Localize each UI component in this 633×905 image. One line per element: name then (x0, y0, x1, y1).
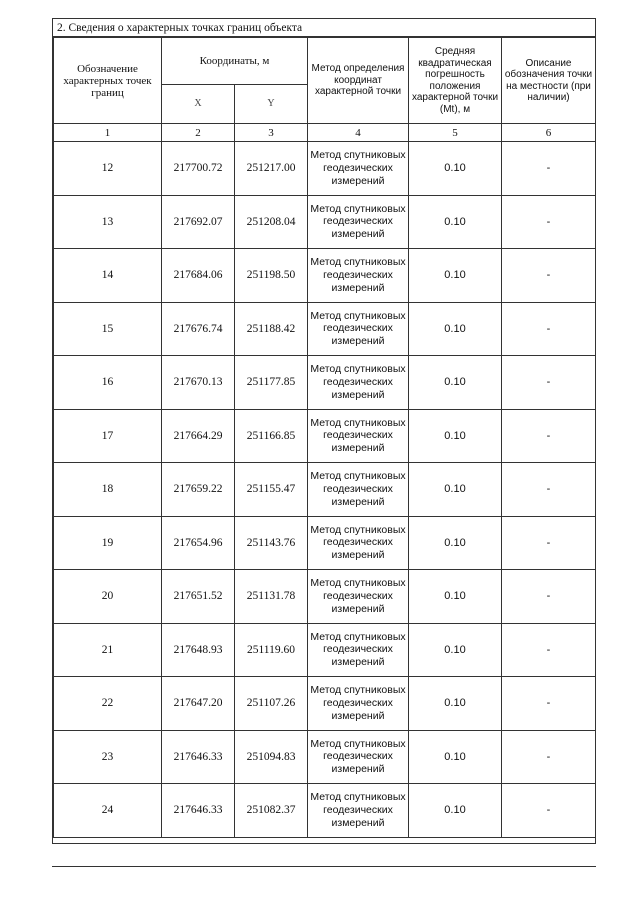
cell-y: 251131.78 (235, 570, 308, 624)
cell-y: 251094.83 (235, 730, 308, 784)
table-row (54, 730, 596, 784)
cell-description: - (502, 784, 596, 838)
table-body (54, 142, 596, 838)
cell-description: - (502, 195, 596, 249)
table-row (54, 784, 596, 838)
header-description: Описание обозначения точки на местности (при наличии) (502, 38, 596, 124)
cell-error: 0.10 (409, 356, 502, 410)
header-point-designation: Обозначение характерных точек границ (54, 38, 162, 124)
cell-point: 24 (54, 784, 162, 838)
column-number: 6 (502, 124, 596, 142)
cell-y: 251217.00 (235, 142, 308, 196)
cell-description: - (502, 516, 596, 570)
cell-point: 13 (54, 195, 162, 249)
cell-method: Метод спутниковых геодезических измерений (308, 409, 409, 463)
cell-point: 14 (54, 249, 162, 303)
cell-y: 251119.60 (235, 623, 308, 677)
cell-y: 251177.85 (235, 356, 308, 410)
cell-point: 22 (54, 677, 162, 731)
cell-x: 217646.33 (162, 730, 235, 784)
column-number: 5 (409, 124, 502, 142)
column-number-row (54, 124, 596, 142)
header-error: Средняя квадратическая погрешность положения характерной точки (Mt), м (409, 38, 502, 124)
section-title: 2. Сведения о характерных точках границ объекта (53, 19, 595, 37)
cell-method: Метод спутниковых геодезических измерений (308, 302, 409, 356)
cell-x: 217692.07 (162, 195, 235, 249)
table-row (54, 356, 596, 410)
table-row (54, 195, 596, 249)
footer-rule (52, 866, 596, 867)
cell-error: 0.10 (409, 623, 502, 677)
cell-description: - (502, 623, 596, 677)
cell-x: 217654.96 (162, 516, 235, 570)
cell-x: 217647.20 (162, 677, 235, 731)
cell-y: 251198.50 (235, 249, 308, 303)
cell-point: 18 (54, 463, 162, 517)
cell-description: - (502, 570, 596, 624)
cell-method: Метод спутниковых геодезических измерений (308, 463, 409, 517)
cell-description: - (502, 302, 596, 356)
cell-description: - (502, 677, 596, 731)
cell-point: 23 (54, 730, 162, 784)
table-row (54, 623, 596, 677)
cell-description: - (502, 249, 596, 303)
table-row (54, 677, 596, 731)
cell-method: Метод спутниковых геодезических измерений (308, 195, 409, 249)
table-row (54, 249, 596, 303)
cell-point: 17 (54, 409, 162, 463)
cell-description: - (502, 409, 596, 463)
cell-y: 251107.26 (235, 677, 308, 731)
cell-error: 0.10 (409, 677, 502, 731)
cell-x: 217651.52 (162, 570, 235, 624)
cell-method: Метод спутниковых геодезических измерений (308, 730, 409, 784)
cell-method: Метод спутниковых геодезических измерений (308, 623, 409, 677)
cell-x: 217648.93 (162, 623, 235, 677)
cell-point: 19 (54, 516, 162, 570)
cell-error: 0.10 (409, 784, 502, 838)
cell-error: 0.10 (409, 516, 502, 570)
cell-y: 251166.85 (235, 409, 308, 463)
cell-description: - (502, 356, 596, 410)
cell-y: 251188.42 (235, 302, 308, 356)
table-row (54, 570, 596, 624)
header-method: Метод определения координат характерной точки (308, 38, 409, 124)
cell-method: Метод спутниковых геодезических измерений (308, 249, 409, 303)
cell-error: 0.10 (409, 570, 502, 624)
cell-point: 21 (54, 623, 162, 677)
cell-x: 217646.33 (162, 784, 235, 838)
table-row (54, 302, 596, 356)
cell-method: Метод спутниковых геодезических измерений (308, 142, 409, 196)
cell-method: Метод спутниковых геодезических измерений (308, 784, 409, 838)
column-number: 2 (162, 124, 235, 142)
table-row (54, 516, 596, 570)
cell-point: 16 (54, 356, 162, 410)
cell-point: 15 (54, 302, 162, 356)
cell-x: 217664.29 (162, 409, 235, 463)
cell-error: 0.10 (409, 302, 502, 356)
cell-x: 217659.22 (162, 463, 235, 517)
column-number: 1 (54, 124, 162, 142)
cell-error: 0.10 (409, 730, 502, 784)
table-row (54, 142, 596, 196)
cell-error: 0.10 (409, 249, 502, 303)
cell-method: Метод спутниковых геодезических измерений (308, 570, 409, 624)
cell-x: 217684.06 (162, 249, 235, 303)
header-coordinates: Координаты, м (162, 38, 308, 85)
cell-description: - (502, 463, 596, 517)
cell-y: 251082.37 (235, 784, 308, 838)
header-y: Y (235, 85, 308, 124)
header-row-top (54, 38, 596, 85)
cell-point: 20 (54, 570, 162, 624)
characteristic-points-table (53, 37, 596, 838)
cell-x: 217700.72 (162, 142, 235, 196)
cell-error: 0.10 (409, 409, 502, 463)
cell-y: 251208.04 (235, 195, 308, 249)
column-number: 4 (308, 124, 409, 142)
cell-description: - (502, 730, 596, 784)
cell-x: 217676.74 (162, 302, 235, 356)
cell-x: 217670.13 (162, 356, 235, 410)
cell-error: 0.10 (409, 463, 502, 517)
column-number: 3 (235, 124, 308, 142)
cell-method: Метод спутниковых геодезических измерений (308, 677, 409, 731)
cell-description: - (502, 142, 596, 196)
table-row (54, 463, 596, 517)
cell-error: 0.10 (409, 195, 502, 249)
cell-y: 251155.47 (235, 463, 308, 517)
header-x: X (162, 85, 235, 124)
cell-method: Метод спутниковых геодезических измерений (308, 356, 409, 410)
cell-method: Метод спутниковых геодезических измерений (308, 516, 409, 570)
cell-point: 12 (54, 142, 162, 196)
cell-error: 0.10 (409, 142, 502, 196)
table-row (54, 409, 596, 463)
cell-y: 251143.76 (235, 516, 308, 570)
